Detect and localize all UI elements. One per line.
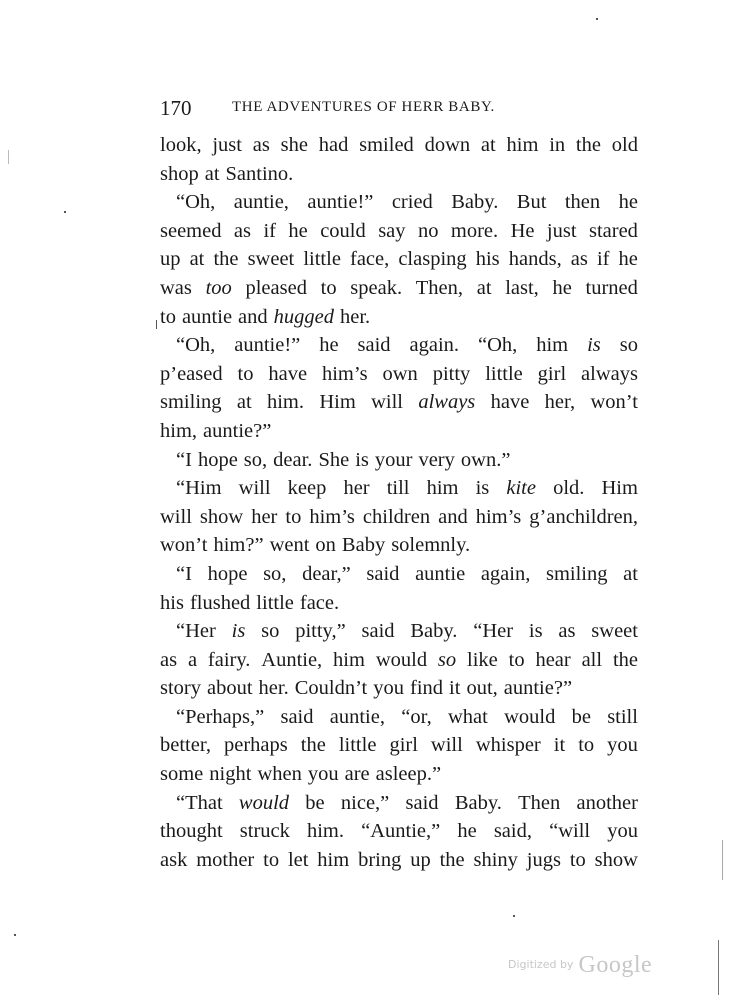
digitized-watermark bbox=[508, 952, 652, 979]
text-line: will show her to him’s children and him’s g’anchildren, bbox=[160, 505, 638, 528]
text-line: smiling at him. Him will always have her, won’t bbox=[160, 391, 638, 414]
text-line: story about her. Couldn’t you find it out, auntie?” bbox=[160, 677, 573, 700]
scan-edge-line bbox=[722, 840, 723, 880]
body-text bbox=[160, 131, 638, 874]
text-line: ask mother to let him bring up the shiny jugs to show bbox=[160, 848, 638, 871]
page-number: 170 bbox=[160, 96, 192, 120]
page-header bbox=[160, 96, 640, 124]
scan-speck bbox=[14, 934, 16, 936]
scan-speck bbox=[8, 150, 9, 164]
text-line: his flushed little face. bbox=[160, 591, 340, 614]
scan-speck bbox=[596, 18, 598, 20]
text-line: “Oh, auntie!” he said again. “Oh, him is so bbox=[176, 334, 638, 357]
text-line: “Her is so pitty,” said Baby. “Her is as sweet bbox=[176, 620, 638, 643]
text-line: some night when you are asleep.” bbox=[160, 763, 442, 786]
scan-speck bbox=[513, 915, 515, 917]
running-head: THE ADVENTURES OF HERR BABY. bbox=[232, 99, 495, 115]
text-line: up at the sweet little face, clasping his hands, as if he bbox=[160, 248, 638, 271]
text-line: won’t him?” went on Baby solemnly. bbox=[160, 534, 471, 557]
text-line: thought struck him. “Auntie,” he said, “will you bbox=[160, 820, 638, 843]
text-line: look, just as she had smiled down at him in the old bbox=[160, 134, 638, 156]
text-line: shop at Santino. bbox=[160, 162, 294, 185]
text-line: “I hope so, dear,” said auntie again, smiling at bbox=[176, 562, 638, 585]
watermark-prefix: Digitized by bbox=[508, 958, 574, 971]
text-line: him, auntie?” bbox=[160, 419, 272, 442]
text-line: “Him will keep her till him is kite old. Him bbox=[176, 477, 638, 500]
text-line: “I hope so, dear. She is your very own.” bbox=[176, 448, 511, 471]
text-line: was too pleased to speak. Then, at last, he turned bbox=[160, 276, 638, 299]
text-line: p’eased to have him’s own pitty little girl always bbox=[160, 362, 638, 385]
text-line: “That would be nice,” said Baby. Then another bbox=[176, 791, 638, 814]
scan-edge-line bbox=[718, 940, 719, 995]
scan-speck bbox=[64, 211, 66, 213]
text-line: “Perhaps,” said auntie, “or, what would be still bbox=[176, 705, 638, 728]
watermark-brand: Google bbox=[578, 952, 653, 978]
text-line: better, perhaps the little girl will whisper it to you bbox=[160, 734, 638, 757]
scan-speck bbox=[156, 320, 157, 329]
text-line: as a fairy. Auntie, him would so like to hear all the bbox=[160, 648, 638, 671]
text-line: seemed as if he could say no more. He just stared bbox=[160, 219, 638, 242]
text-line: “Oh, auntie, auntie!” cried Baby. But then he bbox=[176, 191, 638, 214]
text-line: to auntie and hugged her. bbox=[160, 305, 371, 328]
